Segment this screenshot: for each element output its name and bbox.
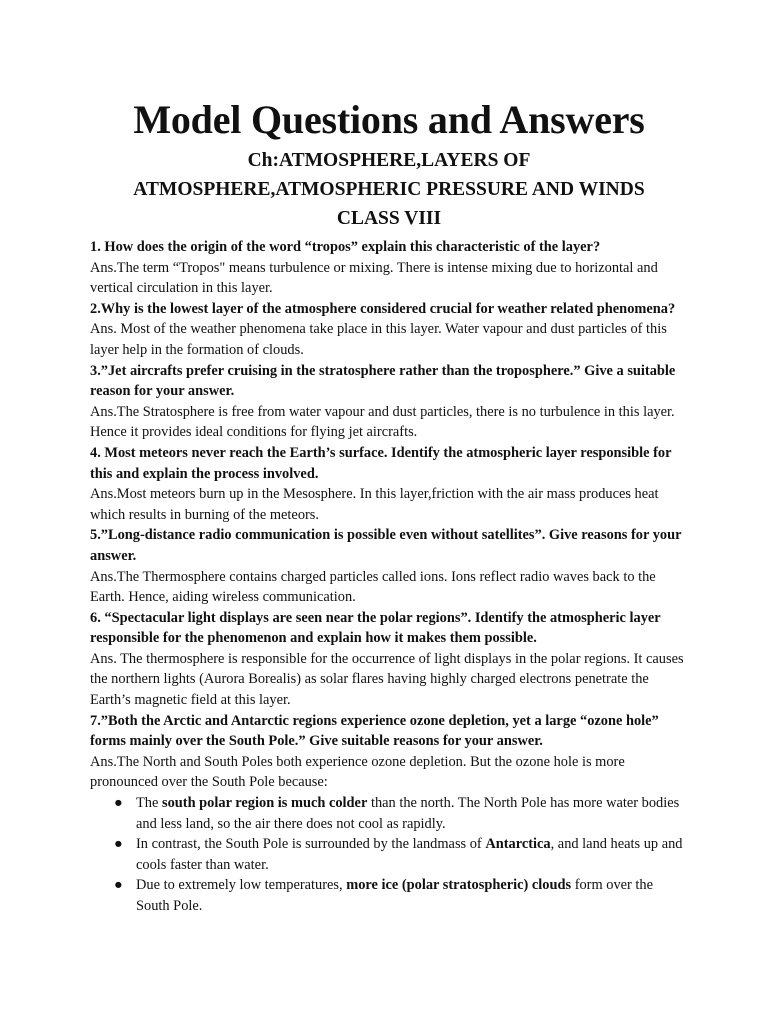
bullet-icon: ● — [114, 877, 123, 894]
list-item — [114, 793, 688, 834]
subtitle-line-2: ATMOSPHERE,ATMOSPHERIC PRESSURE AND WINDS — [133, 179, 645, 200]
answer-7: Ans.The North and South Poles both experience ozone depletion. But the ozone hole is more pronounced over the South Pole because: — [90, 753, 625, 791]
page-title: Model Questions and Answers — [133, 97, 645, 142]
answer-4: Ans.Most meteors burn up in the Mesosphere. In this layer,friction with the air mass produces heat which results in burning of the meteors. — [90, 486, 659, 523]
question-3: 3.”Jet aircrafts prefer cruising in the stratosphere rather than the troposphere.” Give a suitable reason for your answer. — [90, 362, 676, 400]
question-2: 2.Why is the lowest layer of the atmosphere considered crucial for weather related phenomena? — [90, 300, 676, 317]
question-6: 6. “Spectacular light displays are seen near the polar regions”. Identify the atmospheric layer responsible for the phenomenon and explain how it makes them possible. — [90, 609, 661, 647]
bullet-emphasis: south polar region is much colder — [161, 795, 368, 812]
answer-7-bullet-list — [90, 793, 688, 917]
bullet-emphasis: Antarctica — [485, 836, 551, 853]
bullet-text: In contrast, the South Pole is surrounded by the landmass of — [136, 836, 486, 853]
question-7: 7.”Both the Arctic and Antarctic regions experience ozone depletion, yet a large “ozone hole” forms mainly over the South Pole.” Give suitable reasons for your answer. — [90, 712, 659, 750]
bullet-icon: ● — [114, 795, 123, 812]
qa-content — [90, 237, 688, 917]
subtitle-line-1: Ch:ATMOSPHERE,LAYERS OF — [247, 150, 531, 171]
answer-6: Ans. The thermosphere is responsible for the occurrence of light displays in the polar regions. It causes the northern lights (Aurora Borealis) as solar flares having highly charged electrons penetrate the Earth’s magnetic field at this layer. — [90, 650, 684, 709]
bullet-text: Due to extremely low temperatures, — [136, 877, 347, 894]
question-5: 5.”Long-distance radio communication is possible even without satellites”. Give reasons for your answer. — [90, 527, 682, 564]
answer-5: Ans.The Thermosphere contains charged particles called ions. Ions reflect radio waves back to the Earth. Hence, aiding wireless communication. — [90, 568, 656, 606]
question-1: 1. How does the origin of the word “tropos” explain this characteristic of the layer? — [90, 239, 601, 255]
bullet-icon: ● — [114, 836, 123, 853]
answer-2: Ans. Most of the weather phenomena take place in this layer. Water vapour and dust particles of this layer help in the formation of clouds. — [90, 321, 667, 358]
chapter-subtitle — [90, 146, 688, 233]
answer-1: Ans.The term “Tropos" means turbulence or mixing. There is intense mixing due to horizontal and vertical circulation in this layer. — [90, 259, 658, 297]
bullet-text: The — [136, 795, 162, 812]
question-4: 4. Most meteors never reach the Earth’s surface. Identify the atmospheric layer responsible for this and explain the process involved. — [90, 444, 672, 482]
bullet-text: form over the South Pole. — [136, 877, 654, 914]
bullet-emphasis: more ice (polar stratospheric) clouds — [346, 877, 572, 894]
answer-3: Ans.The Stratosphere is free from water vapour and dust particles, there is no turbulence in this layer. Hence it provides ideal conditions for flying jet aircrafts. — [90, 403, 675, 441]
subtitle-line-3: CLASS VIII — [336, 208, 442, 229]
list-item — [114, 834, 688, 875]
bullet-text: than the north. The North Pole has more water bodies and less land, so the air there does not cool as rapidly. — [136, 795, 680, 832]
bullet-text: , and land heats up and cools faster than water. — [136, 836, 683, 873]
list-item — [114, 875, 688, 916]
